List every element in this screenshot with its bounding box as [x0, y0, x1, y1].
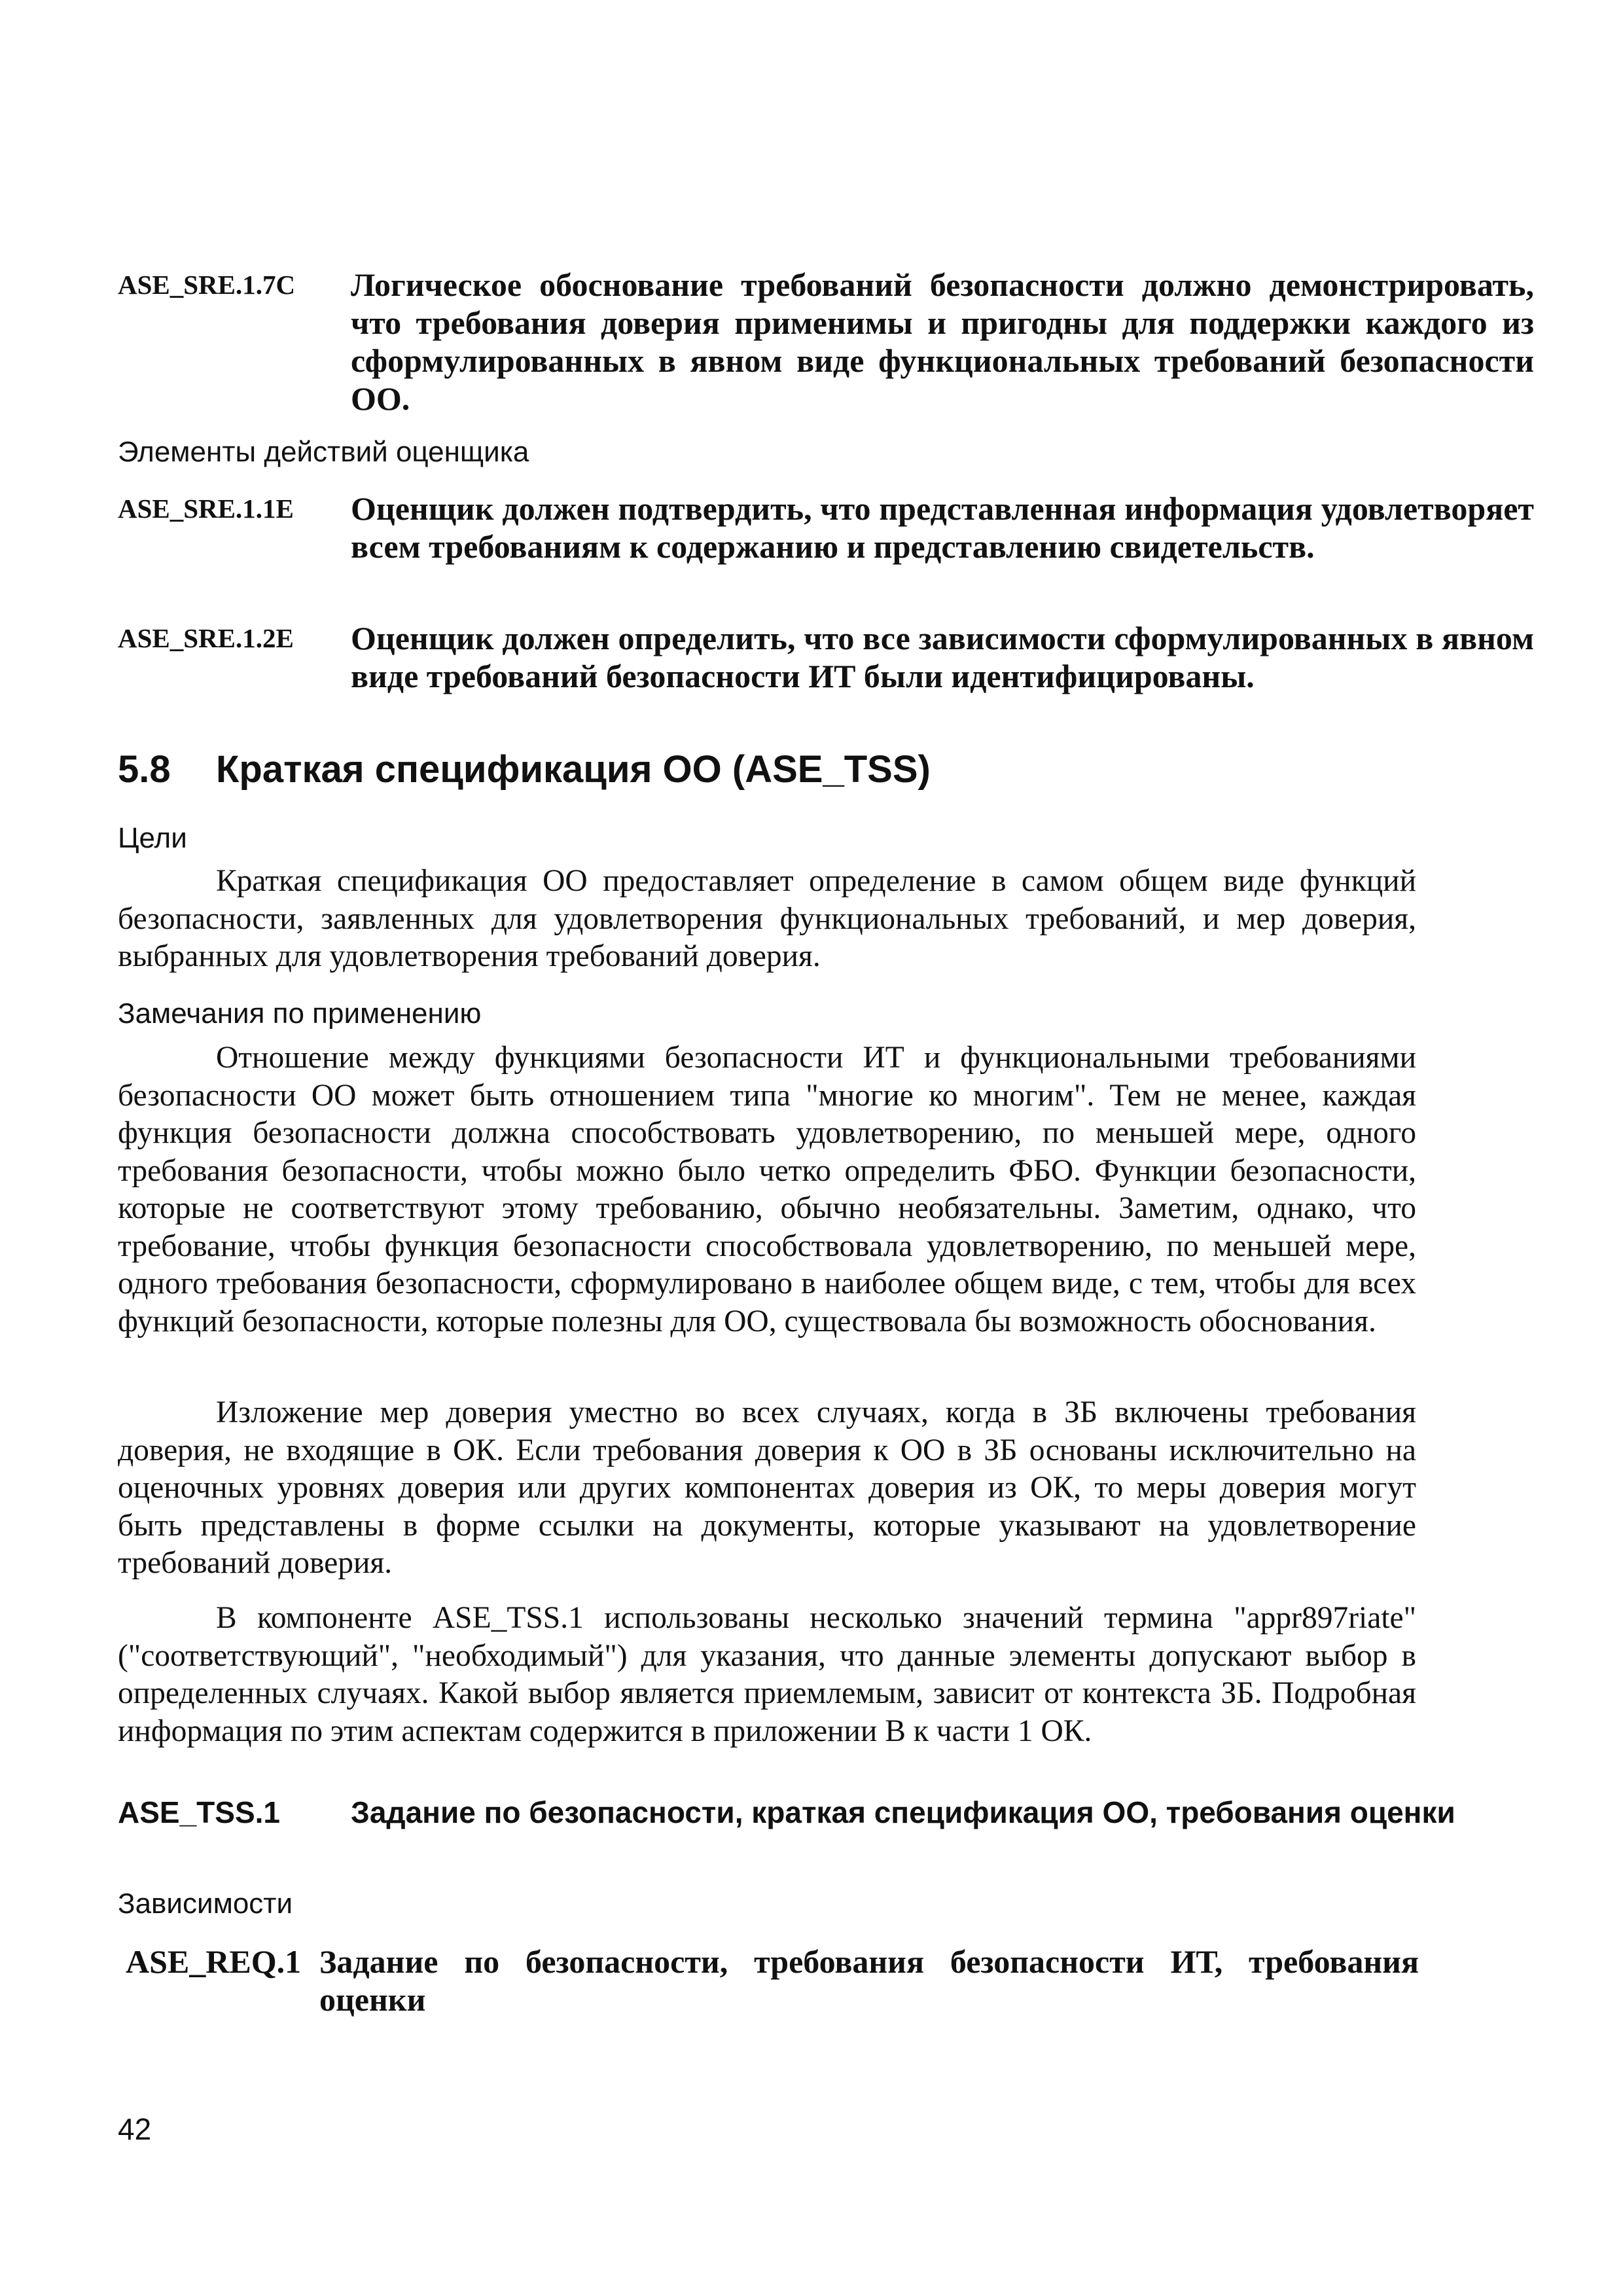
dependency-title: Задание по безопасности, требования безопасности ИТ, требования оценки: [319, 1943, 1419, 2018]
section-title-text: Краткая спецификация ОО (ASE_TSS): [216, 748, 931, 791]
element-code: ASE_SRE.1.7C: [118, 270, 296, 300]
component-code: ASE_TSS.1: [118, 1795, 280, 1829]
section-title: [118, 745, 931, 795]
page-number: 42: [118, 2112, 152, 2146]
element-text: Логическое обоснование требований безопасности должно демонстрировать, что требования доверия применимы и пригодны для поддержки каждого из сформулированных в явном виде функциональных требований безопасности ОО.: [351, 266, 1534, 417]
application-note-paragraph-3: В компоненте ASE_TSS.1 использованы несколько значений термина "appr897riate" ("соответствующий", "необходимый") для указания, что данные элементы допускают выбор в определенных случаях. Какой выбор является приемлемым, зависит от контекста ЗБ. Подробная информация по этим аспектам содержится в приложении B к части 1 ОК.: [118, 1601, 1416, 1748]
element-text: Оценщик должен определить, что все зависимости сформулированных в явном виде требований безопасности ИТ были идентифицированы.: [351, 620, 1534, 694]
dependencies-heading: Зависимости: [118, 1888, 293, 1920]
objectives-paragraph: Краткая спецификация ОО предоставляет определение в самом общем виде функций безопасности, заявленных для удовлетворения функциональных требований, и мер доверия, выбранных для удовлетворения требований доверия.: [118, 864, 1416, 973]
element-code: ASE_SRE.1.1E: [118, 493, 294, 524]
element-text: Оценщик должен подтвердить, что представленная информация удовлетворяет всем требованиям к содержанию и представлению свидетельств.: [351, 490, 1534, 565]
objectives-heading: Цели: [118, 822, 187, 854]
dependency-code: ASE_REQ.1: [126, 1943, 302, 1980]
evaluator-action-heading: Элементы действий оценщика: [118, 436, 529, 468]
application-note-paragraph-1: Отношение между функциями безопасности ИТ и функциональными требованиями безопасности ОО может быть отношением типа "многие ко многим". Тем не менее, каждая функция безопасности должна способствовать удовлетворению, по меньшей мере, одного требования безопасности, чтобы можно было четко определить ФБО. Функции безопасности, которые не соответствуют этому требованию, обычно необязательны. Заметим, однако, что требование, чтобы функция безопасности способствовала удовлетворению, по меньшей мере, одного требования безопасности, сформулировано в наиболее общем виде, с тем, чтобы для всех функций безопасности, которые полезны для ОО, существовала бы возможность обоснования.: [118, 1041, 1416, 1338]
component-title: Задание по безопасности, краткая спецификация ОО, требования оценки: [351, 1795, 1455, 1829]
application-note-paragraph-2: Изложение мер доверия уместно во всех случаях, когда в ЗБ включены требования доверия, не входящие в ОК. Если требования доверия к ОО в ЗБ основаны исключительно на оценочных уровнях доверия или других компонентах доверия из ОК, то меры доверия могут быть представлены в форме ссылки на документы, которые указывают на удовлетворение требований доверия.: [118, 1395, 1416, 1580]
section-number: 5.8: [118, 748, 171, 791]
application-notes-heading: Замечания по применению: [118, 997, 482, 1030]
element-code: ASE_SRE.1.2E: [118, 623, 294, 653]
